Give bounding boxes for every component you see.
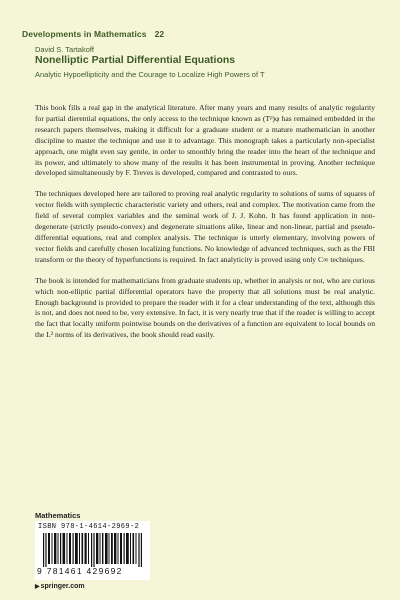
barcode (35, 521, 150, 580)
publisher-website[interactable] (35, 583, 85, 590)
barcode-bars (43, 533, 143, 567)
book-title: Nonelliptic Partial Differential Equations (35, 54, 236, 66)
ean-number: 9 781461 429692 (37, 566, 123, 576)
description-paragraph-1: This book fills a real gap in the analytical literature. After many years and many results of analytic regularity for partial dierential equations, the only access to the technique known as (Tᵖ)φ has remained embedded in the research papers themselves, making it difficult for a graduate student or a mature mathematician in another discipline to master the technique and use it to advantage. This monograph takes a particularly non-specialist approach, one might even say gentle, in order to smoothly bring the reader into the heart of the technique and its power, and ultimately to show many of the results it has been instrumental in proving. Another technique developed simultaneously by F. Treves is developed, compared and contrasted to ours. (35, 103, 375, 178)
author-name: David S. Tartakoff (35, 45, 94, 54)
book-subtitle: Analytic Hypoellipticity and the Courage to Localize High Powers of T (35, 70, 265, 79)
series-volume: 22 (154, 29, 165, 39)
subject-label: Mathematics (35, 511, 81, 520)
description (35, 103, 375, 351)
right-triangle-icon: ▶ (35, 584, 40, 590)
website-label: springer.com (40, 583, 85, 590)
description-paragraph-2: The techniques developed here are tailored to proving real analytic regularity to solutions of sums of squares of vector fields with symplectic characteristic variety and others, real and complex. The motivation came from the field of several complex variables and the seminal work of J. J. Kohn. It has found application in non-degenerate (strictly pseudo-convex) and degenerate situations alike, linear and non-linear, partial and pseudo-differential equations, real and complex analysis. The technique is utterly elementary, involving powers of vector fields and carefully chosen localizing functions. No knowledge of advanced techniques, such as the FBI transform or the theory of hyperfunctions is required. In fact analyticity is proved using only C∞ techniques. (35, 189, 375, 264)
isbn-text: ISBN 978-1-4614-2969-2 (38, 523, 140, 531)
series-name: Developments in Mathematics (22, 29, 147, 39)
series-line (22, 29, 164, 39)
description-paragraph-3: The book is intended for mathematicians from graduate students up, whether in analysis or not, who are curious which non-elliptic partial differential operators have the property that all solutions must be real analytic. Enough background is provided to prepare the reader with it for a clear understanding of the text, although this is not, and does not need to be, very extensive. In fact, it is very nearly true that if the reader is willing to accept the fact that locally uniform pointwise bounds on the derivatives of a function are equivalent to local bounds on the L² norms of its derivatives, the book should read easily. (35, 275, 375, 340)
